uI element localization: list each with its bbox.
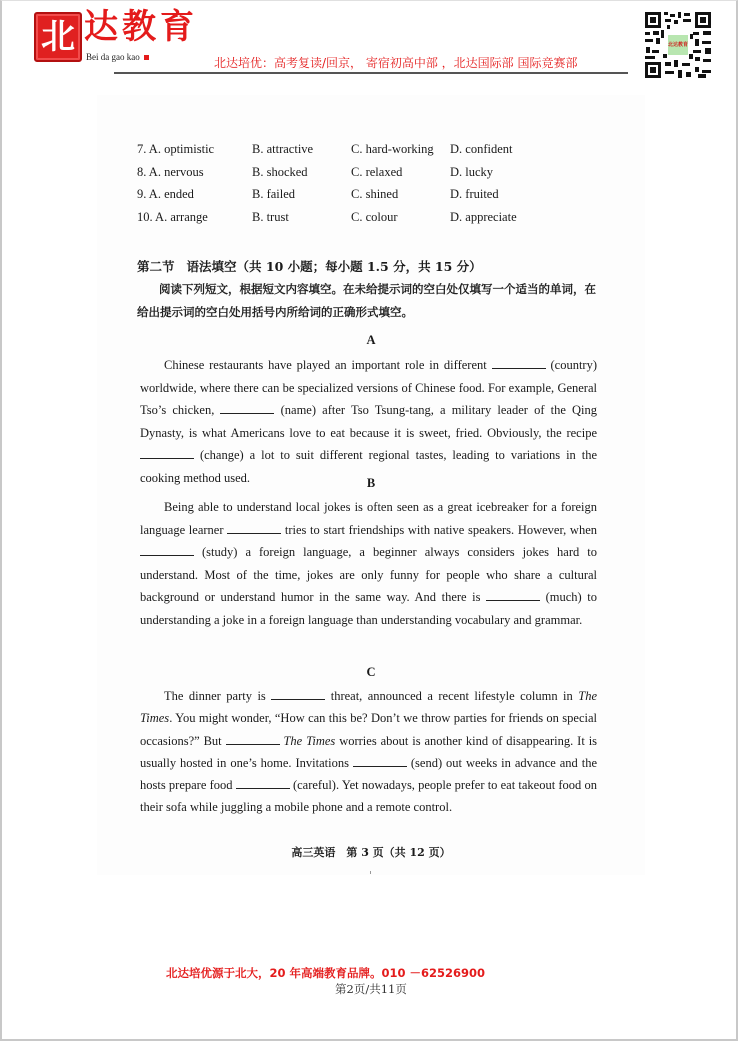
- passage-text: (change) a lot to suit different regional tastes, leading to variations in the cooking method used.: [140, 448, 598, 485]
- option-a: 10. A. arrange: [137, 209, 208, 224]
- answer-blank[interactable]: [220, 403, 274, 414]
- option-row: [137, 187, 537, 210]
- answer-blank[interactable]: [236, 778, 290, 789]
- option-b: B. attractive: [252, 142, 314, 156]
- answer-blank[interactable]: [271, 689, 325, 700]
- answer-blank[interactable]: [226, 734, 280, 745]
- option-row: [137, 142, 537, 165]
- publication-title: The Times: [283, 733, 336, 748]
- publication-title: The Times: [140, 689, 598, 726]
- option-c: C. shined: [351, 187, 399, 201]
- passage-text: Being able to understand local jokes is often seen as a great icebreaker for a foreign language learner: [140, 500, 597, 537]
- answer-blank[interactable]: [140, 448, 194, 459]
- option-b: B. trust: [252, 209, 289, 224]
- section-title: [137, 257, 482, 275]
- passage-a: [140, 354, 597, 489]
- passage-text: threat, announced a recent lifestyle column in: [330, 689, 573, 703]
- option-d: D. lucky: [450, 164, 494, 179]
- passage-text: tries to start friendships with native speakers. However, when: [284, 522, 598, 537]
- logo-text: 达教育: [84, 7, 198, 47]
- section-heading: 语法填空（共 10 小题；每小题 1.5 分，共 15 分）: [186, 259, 482, 274]
- passage-c-label: C: [366, 665, 376, 679]
- answer-blank[interactable]: [140, 545, 194, 556]
- passage-text: (much) to understanding a joke in a foreign language than understanding vocabulary and grammar.: [140, 590, 597, 627]
- answer-blank[interactable]: [486, 590, 540, 601]
- exam-page-footer: 高三英语 第 3 页（共 12 页）: [291, 846, 451, 859]
- logo-subtitle-text: Bei da gao kao: [86, 52, 140, 62]
- passage-a-label: A: [366, 333, 376, 347]
- qr-badge: 北达教育: [668, 35, 688, 55]
- logo-subtitle: [86, 52, 149, 62]
- option-a: 7. A. optimistic: [137, 142, 215, 156]
- passage-text: (name) after Tso Tsung-tang, a military leader of the Qing Dynasty, is what Americans love to eat because it is sweet, fried. Obviously, the recipe: [140, 403, 598, 440]
- passage-b-label: B: [366, 476, 376, 490]
- passage-text: . You might wonder, “How can this be? Don’t we throw parties for friends on special occasions?” But: [140, 711, 597, 748]
- option-a: 9. A. ended: [137, 187, 194, 201]
- passage-b: [140, 496, 597, 631]
- section-instructions: 阅读下列短文，根据短文内容填空。在未给提示词的空白处仅填写一个适当的单词，在给出提示词的空白处用括号内所给词的正确形式填空。: [137, 282, 596, 319]
- promo-text: 北达培优源于北大，20 年高端教育品牌。010 －62526900: [166, 966, 486, 980]
- header-tagline: 北达培优：高考复读/回京， 寄宿初高中部 ，北达国际部 国际竞赛部: [214, 56, 578, 70]
- header-divider: [114, 72, 628, 74]
- option-d: D. appreciate: [450, 209, 517, 224]
- option-a: 8. A. nervous: [137, 164, 204, 179]
- passage-text: (country) worldwide, where there can be specialized versions of Chinese food. For example, General Tso’s chicken,: [140, 358, 598, 417]
- qr-code-icon: [643, 10, 713, 80]
- option-b: B. shocked: [252, 164, 308, 179]
- option-c: C. relaxed: [351, 164, 403, 179]
- square-icon: [144, 55, 149, 60]
- option-c: C. hard-working: [351, 142, 434, 156]
- passage-text: (send) out weeks in advance and the hosts prepare food: [140, 755, 598, 793]
- option-c: C. colour: [351, 209, 398, 224]
- passage-text: (careful). Yet nowadays, people prefer to eat takeout food on their sofa while juggling a mobile phone and a remote control.: [140, 778, 598, 815]
- option-b: B. failed: [252, 187, 296, 201]
- passage-text: worries about is another kind of disappearing. It is usually hosted in one’s home. Invitations: [140, 733, 598, 770]
- option-d: D. fruited: [450, 187, 499, 201]
- passage-c: [140, 685, 597, 819]
- answer-blank[interactable]: [492, 358, 546, 369]
- answer-options: [137, 142, 537, 232]
- logo-mark-char: 北: [41, 17, 75, 57]
- passage-text: Chinese restaurants have played an important role in different: [164, 358, 487, 372]
- passage-text: The dinner party is: [164, 689, 266, 703]
- option-row: [137, 210, 537, 233]
- answer-blank[interactable]: [353, 756, 407, 767]
- scan-artifact: [370, 871, 371, 874]
- logo-mark: [34, 12, 82, 62]
- option-row: [137, 165, 537, 188]
- page-number: 第2页/共11页: [335, 982, 407, 996]
- section-number: 第二节: [137, 259, 175, 274]
- option-d: D. confident: [450, 142, 513, 156]
- answer-blank[interactable]: [227, 523, 281, 534]
- passage-text: (study) a foreign language, a beginner always considers jokes hard to understand. Most of the time, jokes are only funny for people who share a cultural background or understand humor in the same way. And there is: [140, 545, 597, 604]
